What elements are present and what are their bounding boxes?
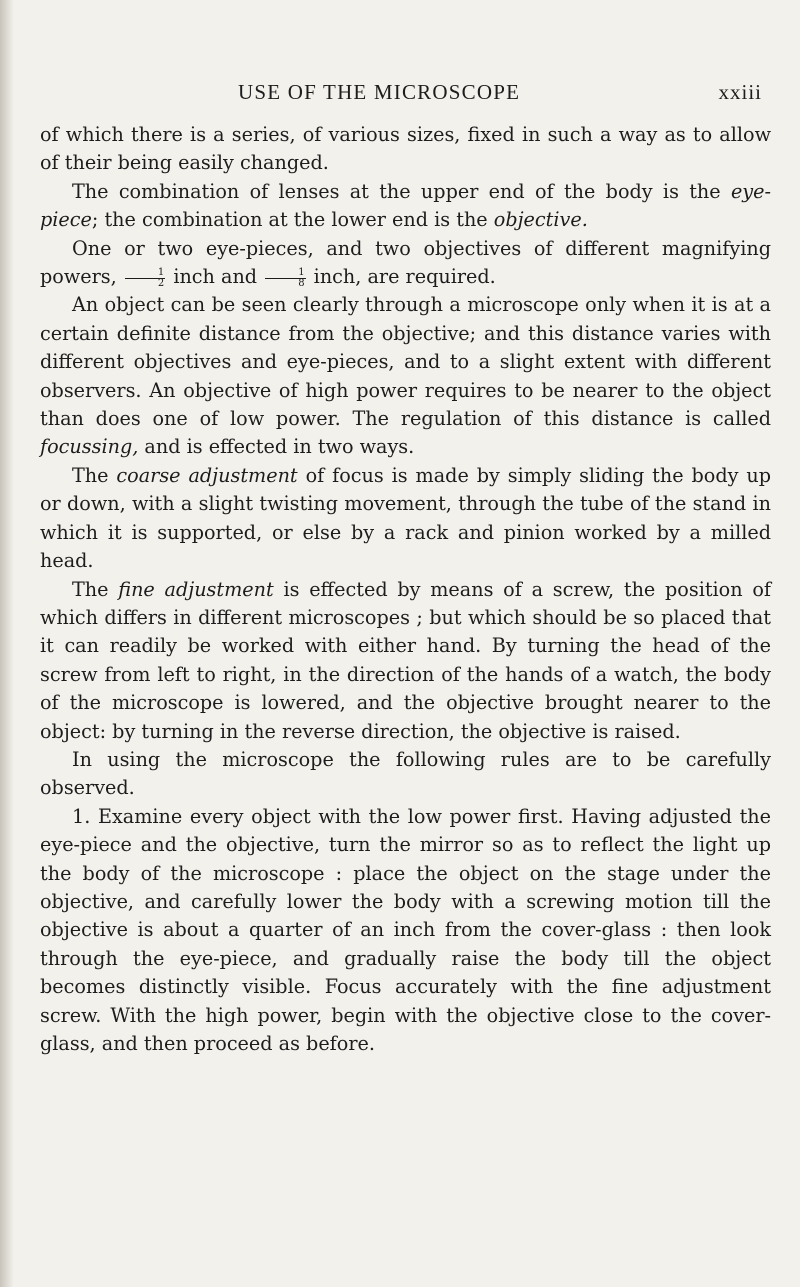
term-coarse-adjustment: coarse adjustment <box>116 463 298 487</box>
paragraph-text: inch, are required. <box>307 265 496 289</box>
paragraph-text: and is effected in two ways. <box>138 435 415 459</box>
paragraph-coarse-adjustment <box>40 462 771 576</box>
paragraph-text: The <box>72 577 119 601</box>
paragraph-rules-intro <box>40 746 771 803</box>
term-objective: objective. <box>493 208 588 232</box>
paragraph-text: The combination of lenses at the upper end of the body is the <box>72 179 731 203</box>
fraction-denominator: 8 <box>298 277 305 289</box>
paragraph-focussing <box>40 291 771 461</box>
paragraph-text: One or two eye-pieces, and two objectives of different magnifying powers, <box>40 236 771 289</box>
term-fine-adjustment: fine adjustment <box>118 577 274 601</box>
paragraph-text: 1. Examine every object with the low power first. Having adjusted the eye-piece and the objective, turn the mirror so as to reflect the light up the body of the microscope : place the object on the stage under the objective, and carefully lower the body with a screwing motion till the objective is about a quarter of an inch from the cover-glass : then look through the eye-piece, and gradually raise the body till the object becomes distinctly visible. Focus accurately with the fine adjustment screw. With the high power, begin with the objective close to the cover-glass, and then proceed as before. <box>40 804 771 1055</box>
page-number: xxiii <box>718 80 762 104</box>
paragraph-text: is effected by means of a screw, the position of which differs in different microscopes ; but which should be so placed that it can readily be worked with either hand. By turning the head of the screw from left to right, in the direction of the hands of a watch, the body of the microscope is lowered, and the objective brought nearer to the object: by turning in the reverse direction, the objective is raised. <box>40 577 771 743</box>
fraction-denominator: 2 <box>157 277 165 289</box>
term-focussing: focussing, <box>40 435 139 459</box>
term-eye-piece: eye-piece <box>40 179 771 232</box>
paragraph-eye-piece <box>40 178 771 235</box>
page-gutter-shadow <box>0 0 14 1287</box>
paragraph-text: In using the microscope the following rules are to be carefully observed. <box>40 747 771 800</box>
fraction-half <box>125 268 165 289</box>
paragraph-text: ; the combination at the lower end is the <box>91 208 494 232</box>
paragraph-text: of focus is made by simply sliding the body up or down, with a slight twisting movement, through the tube of the stand in which it is supported, or else by a rack and pinion worked by a milled head. <box>40 463 771 573</box>
paragraph-rule-1 <box>40 803 771 1059</box>
fraction-eighth <box>265 268 305 289</box>
paragraph-text: An object can be seen clearly through a microscope only when it is at a certain definite distance from the objective; and this distance varies with different objectives and eye-pieces, and to a slight extent with different observers. An objective of high power requires to be nearer to the object than does one of low power. The regulation of this distance is called <box>40 293 771 431</box>
paragraph-powers <box>40 235 771 292</box>
fraction-numerator: 1 <box>265 268 305 279</box>
paragraph-text: inch and <box>167 265 264 289</box>
paragraph-text: The <box>72 463 117 487</box>
running-title: USE OF THE MICROSCOPE <box>238 80 521 104</box>
paragraph-continuation <box>40 121 771 178</box>
paragraph-fine-adjustment <box>40 576 771 746</box>
paragraph-text: of which there is a series, of various sizes, fixed in such a way as to allow of their being easily changed. <box>40 123 771 175</box>
fraction-numerator: 1 <box>125 268 165 279</box>
page-body <box>40 121 771 1058</box>
page-header <box>40 80 770 110</box>
